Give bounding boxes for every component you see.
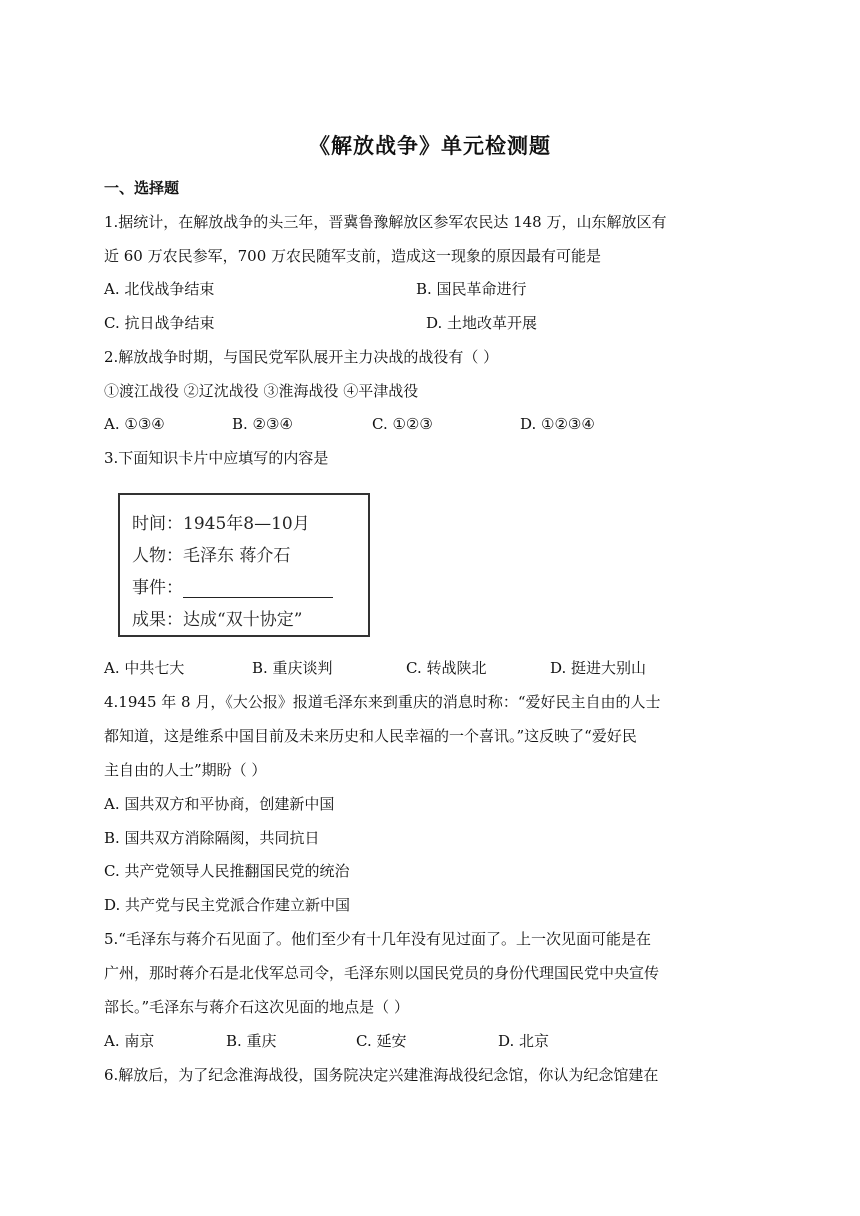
q2-option-d: D. ①②③④ xyxy=(520,415,595,433)
card-people: 人物：毛泽东 蒋介石 xyxy=(132,546,291,566)
q3-stem: 3.下面知识卡片中应填写的内容是 xyxy=(104,449,329,467)
knowledge-card xyxy=(118,493,370,637)
q4-stem-line2: 都知道，这是维系中国目前及未来历史和人民幸福的一个喜讯。”这反映了“爱好民 xyxy=(104,727,637,745)
section-heading: 一、选择题 xyxy=(104,179,180,197)
q5-option-c: C. 延安 xyxy=(356,1032,407,1050)
q3-option-b: B. 重庆谈判 xyxy=(252,659,333,677)
card-result: 成果：达成“双十协定” xyxy=(132,610,303,630)
q5-option-b: B. 重庆 xyxy=(226,1032,277,1050)
q5-stem-line2: 广州，那时蒋介石是北伐军总司令，毛泽东则以国民党员的身份代理国民党中央宣传 xyxy=(104,964,660,982)
q2-option-b: B. ②③④ xyxy=(232,415,293,433)
card-event-blank xyxy=(183,583,333,598)
q5-stem-line3: 部长。”毛泽东与蒋介石这次见面的地点是（ ） xyxy=(104,998,409,1016)
q3-option-a: A. 中共七大 xyxy=(104,659,185,677)
q1-option-d: D. 土地改革开展 xyxy=(426,314,538,332)
q2-stem-line1: 2.解放战争时期，与国民党军队展开主力决战的战役有（ ） xyxy=(104,348,499,366)
q4-option-a: A. 国共双方和平协商，创建新中国 xyxy=(104,795,335,813)
q1-stem-line2: 近 60 万农民参军，700 万农民随军支前，造成这一现象的原因最有可能是 xyxy=(104,247,602,265)
q4-option-d: D. 共产党与民主党派合作建立新中国 xyxy=(104,896,351,914)
q1-stem-line1: 1.据统计，在解放战争的头三年，晋冀鲁豫解放区参军农民达 148 万，山东解放区有 xyxy=(104,213,667,231)
document-title: 《解放战争》单元检测题 xyxy=(309,133,551,158)
q6-stem-line1: 6.解放后，为了纪念淮海战役，国务院决定兴建淮海战役纪念馆，你认为纪念馆建在 xyxy=(104,1066,659,1084)
card-event-label: 事件： xyxy=(132,578,183,598)
q5-option-d: D. 北京 xyxy=(498,1032,550,1050)
q2-option-a: A. ①③④ xyxy=(104,415,165,433)
q4-stem-line3: 主自由的人士”期盼（ ） xyxy=(104,761,267,779)
q3-option-d: D. 挺进大别山 xyxy=(550,659,647,677)
card-event xyxy=(132,573,333,598)
card-time: 时间：1945年8—10月 xyxy=(132,514,310,534)
q4-option-c: C. 共产党领导人民推翻国民党的统治 xyxy=(104,862,350,880)
q2-stem-line2: ①渡江战役 ②辽沈战役 ③淮海战役 ④平津战役 xyxy=(104,382,419,400)
q5-option-a: A. 南京 xyxy=(104,1032,155,1050)
q1-option-a: A. 北伐战争结束 xyxy=(104,280,215,298)
q1-option-c: C. 抗日战争结束 xyxy=(104,314,215,332)
q5-stem-line1: 5.“毛泽东与蒋介石见面了。他们至少有十几年没有见过面了。上一次见面可能是在 xyxy=(104,930,651,948)
q3-option-c: C. 转战陕北 xyxy=(406,659,487,677)
q2-option-c: C. ①②③ xyxy=(372,415,433,433)
q4-stem-line1: 4.1945 年 8 月，《大公报》报道毛泽东来到重庆的消息时称：“爱好民主自由的人士 xyxy=(104,693,661,711)
q4-option-b: B. 国共双方消除隔阂，共同抗日 xyxy=(104,829,320,847)
q1-option-b: B. 国民革命进行 xyxy=(416,280,527,298)
